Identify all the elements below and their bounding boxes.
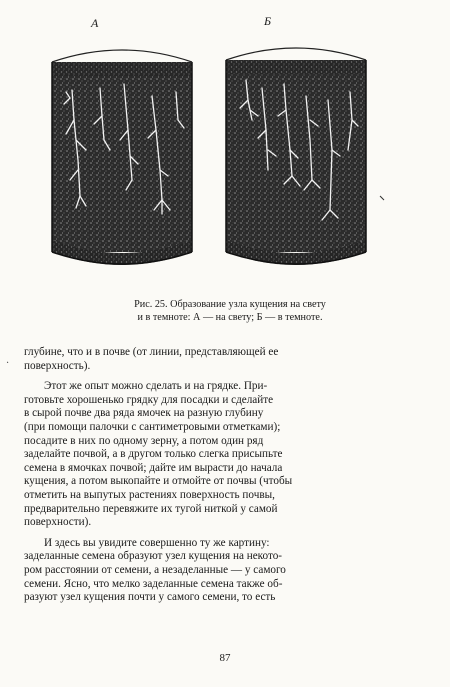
margin-mark: · [6, 358, 10, 369]
caption-line: и в темноте: А — на свету; Б — в темноте. [137, 312, 323, 323]
jar-a-label: А [91, 16, 99, 30]
jar-b [226, 48, 366, 265]
text-line: заделанные семена образуют узел кущения на некото- [24, 550, 283, 563]
paragraph-3 [24, 537, 428, 605]
text-line: (при помощи палочки с сантиметровыми отметками); [24, 420, 281, 433]
text-line: посадите в них по одному зерну, а потом один ряд [24, 434, 264, 447]
text-line: Этот же опыт можно сделать и на грядке. При- [44, 380, 268, 393]
text-line: в сырой почве два ряда ямочек на разную глубину [24, 407, 264, 420]
figure-jars [0, 0, 450, 300]
text-line: разуют узел кущения почти у самого семени, то есть [24, 591, 276, 604]
text-line: отметить на выпутых растениях поверхность почвы, [24, 488, 275, 501]
text-line: готовьте хорошенько грядку для посадки и сделайте [24, 393, 274, 406]
text-line: заделайте почвой, а в другом только слегка присыпьте [24, 448, 283, 461]
text-line: семена в ямочках почвой; дайте им вырасти до начала [24, 461, 283, 474]
text-line: глубине, что и в почве (от линии, представляющей ее [24, 346, 279, 358]
body-text [24, 346, 428, 605]
jars-illustration [0, 0, 450, 300]
text-line: ром расстоянии от семени, а незаделанные — у самого [24, 563, 286, 576]
text-line: кущения, а потом выкопайте и отмойте от почвы (чтобы [24, 475, 293, 488]
text-line: предварительно перевяжите их тугой ниткой у самой [24, 502, 278, 515]
figure-caption [50, 298, 410, 324]
page-number: 87 [219, 652, 231, 664]
jar-b-label: Б [264, 14, 272, 28]
caption-line: Рис. 25. Образование узла кущения на свету [134, 299, 326, 310]
text-line: поверхность). [24, 359, 91, 372]
text-line: семени. Ясно, что мелко заделанные семена также об- [24, 577, 283, 590]
paragraph-2 [24, 380, 428, 530]
jar-a [52, 50, 192, 265]
text-line: поверхности). [24, 516, 92, 529]
text-line: И здесь вы увидите совершенно ту же картину: [44, 536, 270, 549]
paragraph-1 [24, 346, 428, 373]
